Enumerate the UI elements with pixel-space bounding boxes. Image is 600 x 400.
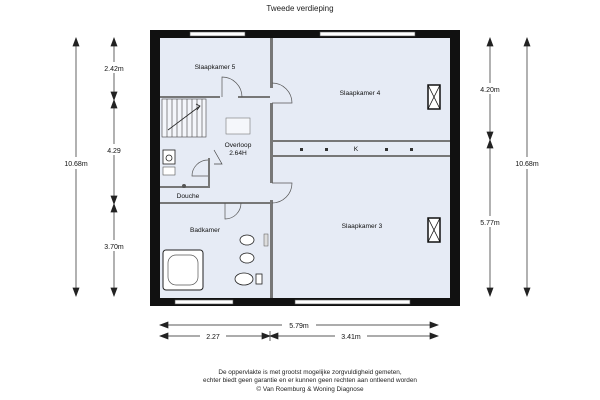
dim-left-mid: 4.29 [107,148,121,155]
window-slaapkamer4-top [320,32,415,36]
label-slaapkamer5: Slaapkamer 5 [194,64,236,71]
dim-left-outer: 10.68m [64,161,88,168]
dim-bottom-right: 3.41m [341,334,361,341]
dim-right-bottom: 5.77m [480,220,500,227]
sink-1 [240,235,254,245]
label-overloop: Overloop [224,142,252,149]
label-closet: K [353,146,359,153]
dim-bottom-left: 2.27 [206,334,220,341]
disclaimer-line-3: © Van Roemburg & Woning Diagnose [256,385,364,393]
dim-left-bottom: 3.70m [104,244,124,251]
meter [163,167,175,175]
window-slaapkamer5-top [190,32,245,36]
label-overloop-height: 2.64H [229,150,247,157]
toilet [235,273,253,285]
washer [163,150,175,164]
label-douche: Douche [176,193,200,200]
disclaimer-line-2: echter biedt geen garantie en er kunnen geen rechten aan ontleend worden [203,377,417,385]
dim-right-outer: 10.68m [515,161,539,168]
label-slaapkamer3: Slaapkamer 3 [341,223,383,230]
sink-2 [240,253,254,263]
dim-right-top: 4.20m [480,87,500,94]
disclaimer [100,369,520,394]
label-slaapkamer4: Slaapkamer 4 [339,90,381,97]
hatch [226,118,250,134]
disclaimer-line-1: De oppervlakte is met grootst mogelijke zorgvuldigheid gemeten, [218,369,402,376]
window-slaapkamer3-bottom [295,300,410,304]
dim-left-top: 2.42m [104,66,124,73]
floor-title: Tweede verdieping [266,4,334,13]
label-badkamer: Badkamer [189,227,221,234]
window-badkamer-bottom [175,300,233,304]
dim-bottom-total: 5.79m [289,323,309,330]
staircase [162,99,206,137]
douche-fixtures [182,184,186,188]
